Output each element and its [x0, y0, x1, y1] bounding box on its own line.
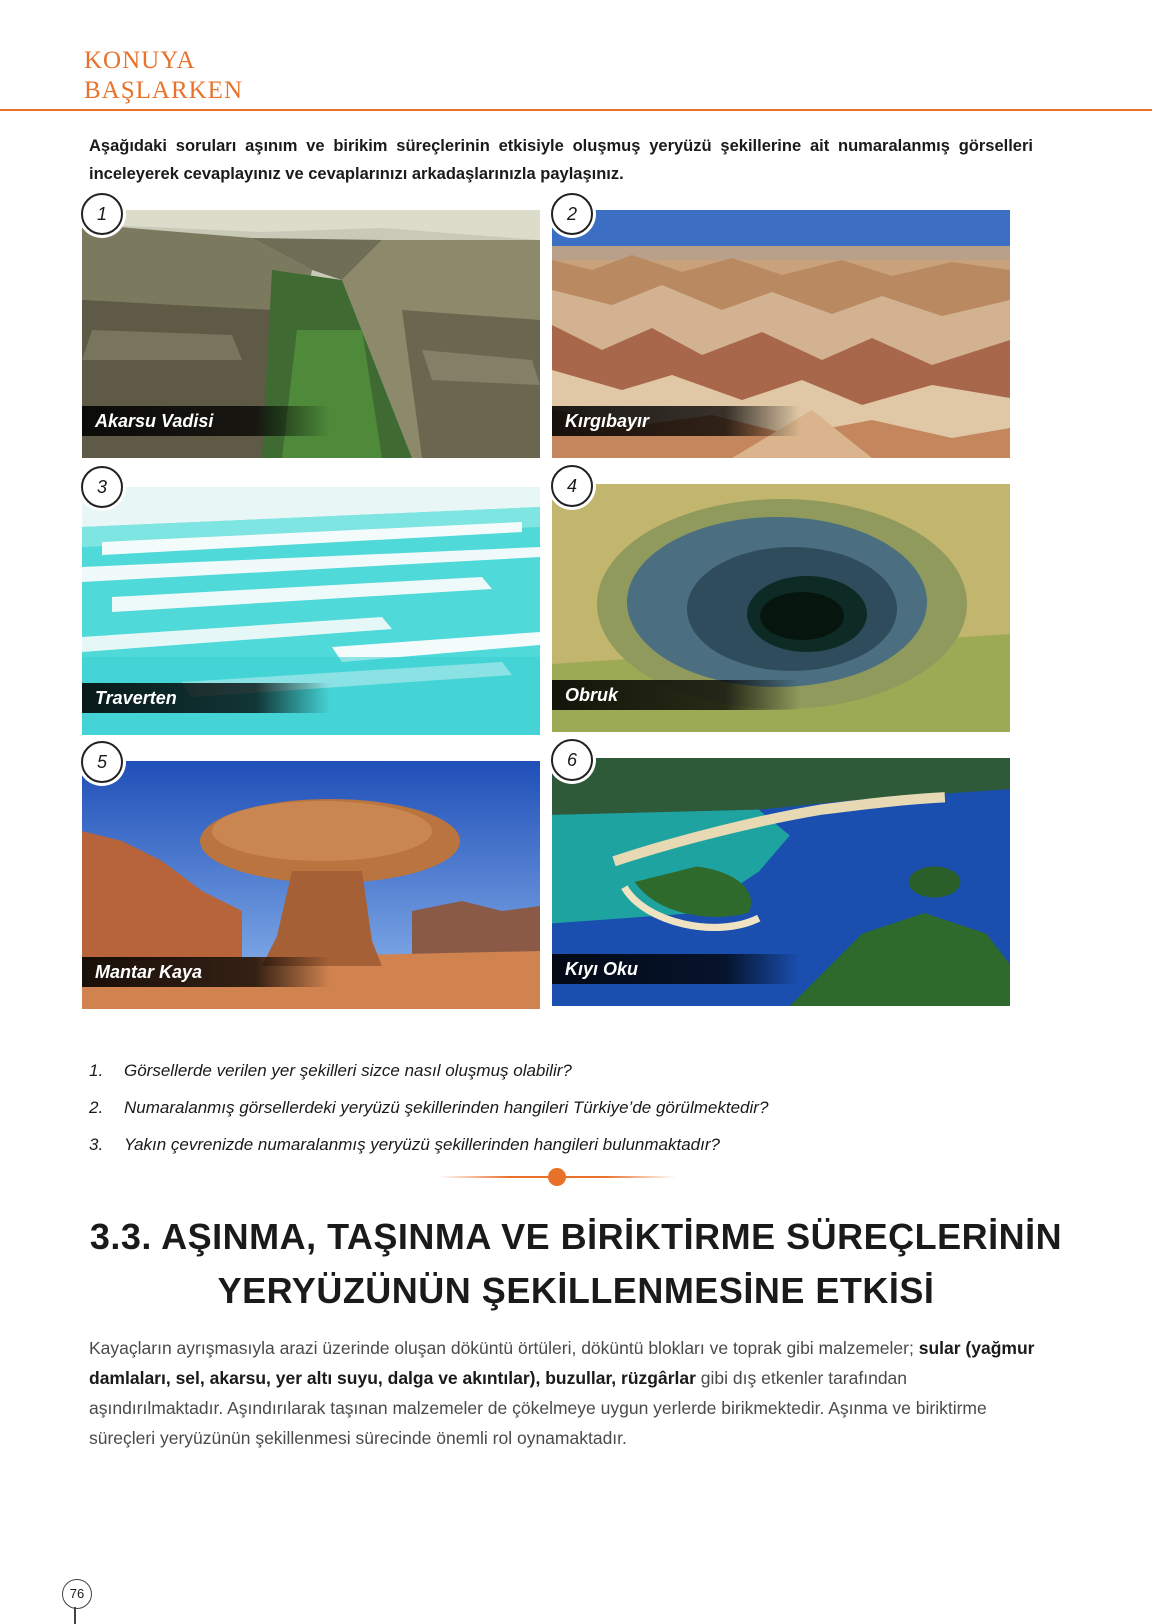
image-number-badge: 4 [551, 465, 593, 507]
page-number: 76 [62, 1579, 92, 1609]
image-number-badge: 6 [551, 739, 593, 781]
intro-text: Aşağıdaki soruları aşınım ve birikim süreçlerinin etkisiyle oluşmuş yeryüzü şekillerine ait numaralanmış görselleri inceleyerek cevaplayınız ve cevaplarınızı arkadaşlarınızla paylaşınız. [89, 137, 1033, 183]
image-number-badge: 1 [81, 193, 123, 235]
image-card-travertine [82, 487, 540, 735]
question-number: 2. [89, 1098, 104, 1117]
ornament-divider [438, 1166, 676, 1188]
section-title-line-2: YERYÜZÜNÜN ŞEKİLLENMESİNE ETKİSİ [217, 1270, 935, 1311]
question-number: 3. [89, 1135, 104, 1154]
image-card-spit [552, 758, 1010, 1006]
question-item [89, 1089, 1049, 1126]
body-text-bold: sular (yağmur damlaları, sel, akarsu, yer altı suyu, dalga ve akıntılar), buzullar, rüzgârlar [89, 1338, 1035, 1388]
section-title-line-1: 3.3. AŞINMA, TAŞINMA VE BİRİKTİRME SÜREÇLERİNİN [89, 1216, 1063, 1257]
image-number-badge: 2 [551, 193, 593, 235]
image-label: Kıyı Oku [552, 954, 800, 984]
image-label: Kırgıbayır [552, 406, 800, 436]
image-number-badge: 5 [81, 741, 123, 783]
image-card-valley [82, 210, 540, 458]
divider-dot [548, 1168, 566, 1186]
image-label: Obruk [552, 680, 800, 710]
section-title [60, 1210, 1092, 1318]
question-text: Görsellerde verilen yer şekilleri sizce nasıl oluşmuş olabilir? [124, 1061, 572, 1080]
image-number-badge: 3 [81, 466, 123, 508]
header-rule [0, 109, 1152, 111]
image-label: Akarsu Vadisi [82, 406, 330, 436]
question-text: Numaralanmış görsellerdeki yeryüzü şekillerinden hangileri Türkiye’de görülmektedir? [124, 1098, 769, 1117]
question-item [89, 1126, 1049, 1163]
section-header [84, 46, 243, 106]
question-list [89, 1052, 1049, 1163]
question-number: 1. [89, 1061, 104, 1080]
image-label: Traverten [82, 683, 330, 713]
image-card-mushroom-rock [82, 761, 540, 1009]
body-text-part-1: Kayaçların ayrışmasıyla arazi üzerinde oluşan döküntü örtüleri, döküntü blokları ve toprak gibi malzemeler; [89, 1338, 919, 1358]
page-number-line [74, 1607, 76, 1624]
question-text: Yakın çevrenizde numaralanmış yeryüzü şekillerinden hangileri bulunmaktadır? [124, 1135, 720, 1154]
question-item [89, 1052, 1049, 1089]
header-line-1: KONUYA [84, 47, 196, 74]
image-card-badlands [552, 210, 1010, 458]
body-paragraph [89, 1333, 1039, 1453]
image-label: Mantar Kaya [82, 957, 330, 987]
body-text-part-2: gibi dış etkenler tarafından aşındırılmaktadır. Aşındırılarak taşınan malzemeler de çökelmeye uygun yerlerde birikmektedir. Aşınma ve biriktirme süreçleri yeryüzünün şekillenmesi sürecinde önemli rol oynamaktadır. [89, 1368, 987, 1448]
image-card-sinkhole [552, 484, 1010, 732]
header-line-2: BAŞLARKEN [84, 77, 244, 104]
